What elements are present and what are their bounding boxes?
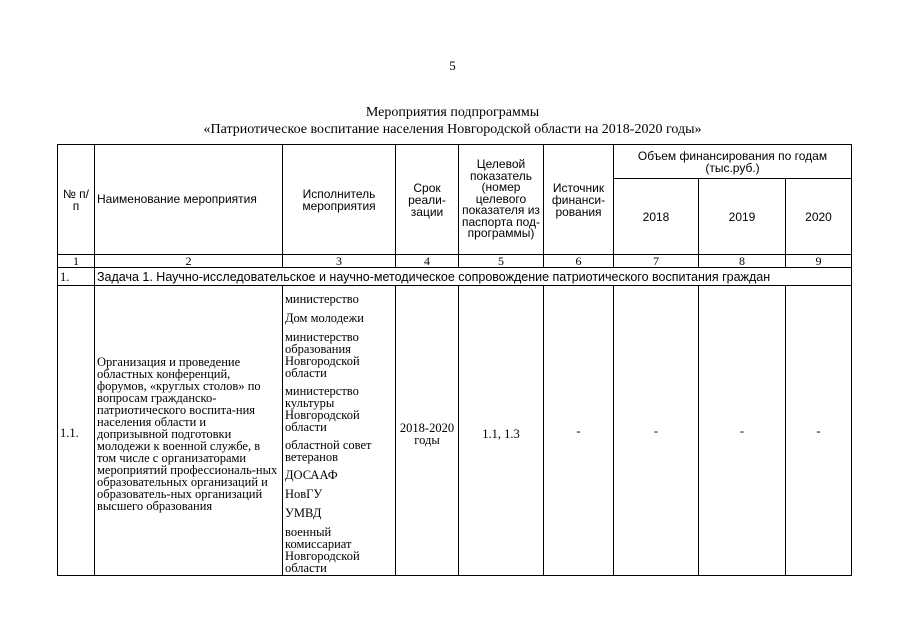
measure-executors [283, 286, 396, 576]
column-numbers-row [58, 255, 852, 268]
column-number: 1 [58, 255, 95, 268]
executor-item: ДОСААФ [285, 467, 338, 482]
column-number: 4 [396, 255, 459, 268]
header-year-2018: 2018 [614, 179, 699, 255]
column-number: 7 [614, 255, 699, 268]
measure-term: 2018-2020 годы [396, 286, 459, 576]
column-number: 6 [544, 255, 614, 268]
header-year-2019: 2019 [699, 179, 786, 255]
task-number: 1. [58, 268, 95, 286]
executor-item: министерство культуры Новгородской области [285, 383, 360, 434]
measure-source: - [544, 286, 614, 576]
column-number: 3 [283, 255, 396, 268]
measure-number: 1.1. [58, 286, 95, 576]
header-name: Наименование мероприятия [95, 145, 283, 255]
column-number: 8 [699, 255, 786, 268]
executor-item: НовГУ [285, 486, 323, 501]
measure-funding-2020: - [786, 286, 852, 576]
document-title: Мероприятия подпрограммы [365, 105, 540, 120]
measures-table [57, 144, 852, 576]
measure-name: Организация и проведение областных конференций, форумов, «круглых столов» по вопросам гражданско-патриотического воспита-ния населения области и допризывной подготовки молодежи к военной службе, в том числе с организаторами мероприятий профессиональ-ных образовательных организаций и образователь-ных организаций высшего образования [95, 286, 283, 576]
executor-item: областной совет ветеранов [285, 437, 372, 464]
task-row [58, 268, 852, 286]
column-number: 2 [95, 255, 283, 268]
executor-item: военный комиссариат Новгородской области [285, 524, 360, 575]
executor-item: Дом молодежи [285, 310, 364, 325]
header-year-2020: 2020 [786, 179, 852, 255]
measure-indicator: 1.1, 1.3 [459, 286, 544, 576]
measure-funding-2018: - [614, 286, 699, 576]
executor-item: министерство образования Новгородской области [285, 329, 360, 380]
measure-funding-2019: - [699, 286, 786, 576]
header-executor: Исполнитель мероприятия [283, 145, 396, 255]
page-number: 5 [449, 58, 456, 73]
column-number: 5 [459, 255, 544, 268]
measure-row [58, 286, 852, 576]
executor-item: УМВД [285, 505, 322, 520]
header-indicator: Целевой показатель (номер целевого показателя из паспорта под-программы) [459, 145, 544, 255]
header-row-1 [58, 145, 852, 179]
task-title: Задача 1. Научно-исследовательское и научно-методическое сопровождение патриотического воспитания граждан [95, 268, 852, 286]
header-term: Срок реали-зации [396, 145, 459, 255]
column-number: 9 [786, 255, 852, 268]
executor-item: министерство [285, 291, 359, 306]
header-num: № п/п [58, 145, 95, 255]
document-subtitle: «Патриотическое воспитание населения Новгородской области на 2018-2020 годы» [203, 122, 702, 137]
header-funding: Объем финансирования по годам (тыс.руб.) [614, 145, 852, 179]
header-source: Источник финанси-рования [544, 145, 614, 255]
